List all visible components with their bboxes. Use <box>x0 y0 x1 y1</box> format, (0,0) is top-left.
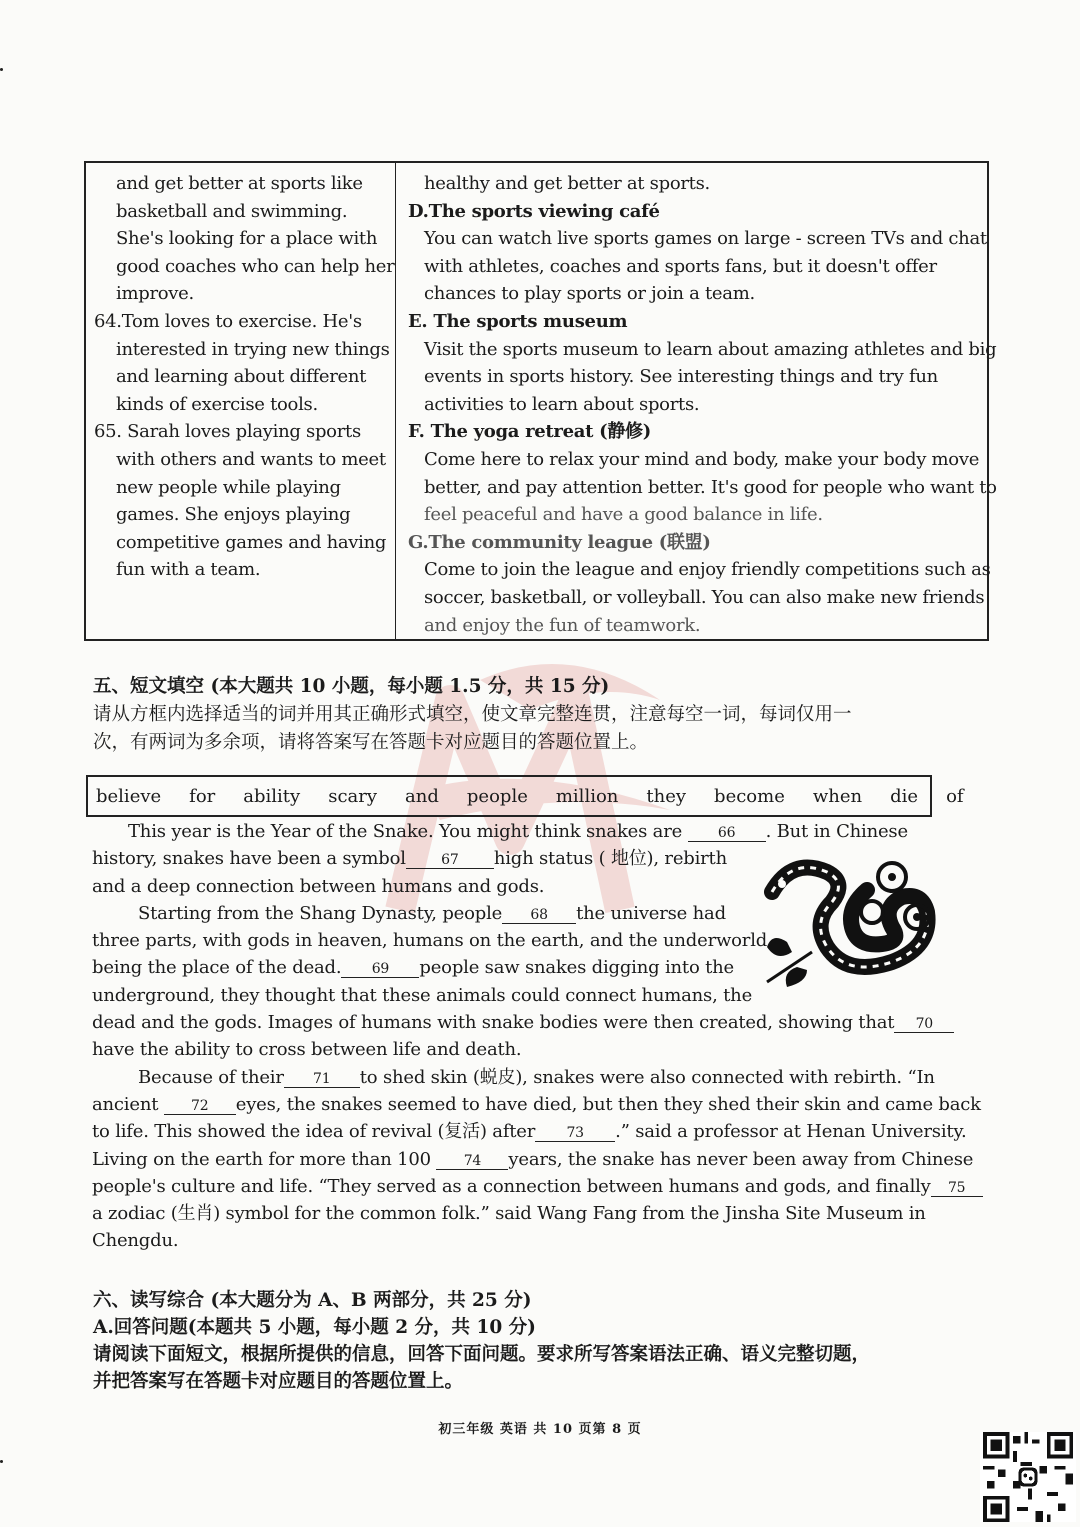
passage-line <box>92 1091 981 1118</box>
section-6-title: 六、读写综合 <box>93 1290 205 1311</box>
option-d-title: D.The sports viewing café <box>408 200 660 222</box>
word-bank-item: of <box>946 785 964 807</box>
qr-code <box>980 1432 1076 1522</box>
text-line: interested in trying new things <box>116 338 390 360</box>
places-column <box>396 163 1007 639</box>
text-line: better, and pay attention better. It's good for people who want to <box>424 476 997 498</box>
text-line: You can watch live sports games on large - screen TVs and chat <box>424 228 987 250</box>
word-bank-item: when <box>812 785 863 807</box>
option-e-title: E. The sports museum <box>408 310 628 332</box>
passage-line: Chengdu. <box>92 1230 179 1252</box>
people-column <box>86 163 396 639</box>
question-64: 64.Tom loves to exercise. He's <box>94 310 362 332</box>
text: people saw snakes digging into the <box>419 957 734 979</box>
text: Starting from the Shang Dynasty, people <box>138 902 503 924</box>
text: . But in Chinese <box>765 821 908 842</box>
blank-70: 70 <box>894 1016 954 1033</box>
word-bank-item: become <box>714 785 785 807</box>
passage-line: a zodiac (生肖) symbol for the common folk.” said Wang Fang from the Jinsha Site Museum in <box>92 1203 926 1225</box>
text-line: and get better at sports like <box>116 173 363 194</box>
text-line: soccer, basketball, or volleyball. You can also make new friends <box>424 586 985 608</box>
section-6-heading <box>93 1287 531 1314</box>
text: This year is the Year of the Snake. You might think snakes are <box>128 821 688 842</box>
blank-68: 68 <box>502 907 576 924</box>
snake-papercut-picture <box>752 852 942 1002</box>
blank-66: 66 <box>688 825 766 842</box>
scan-speck <box>0 1460 3 1463</box>
passage-line <box>92 818 958 845</box>
blank-71: 71 <box>284 1071 360 1088</box>
section-5-title: 五、短文填空 <box>93 676 205 697</box>
blank-74: 74 <box>436 1153 508 1170</box>
blank-72: 72 <box>164 1098 236 1115</box>
word-bank-item: they <box>646 785 687 807</box>
text-line: with others and wants to meet <box>116 448 386 470</box>
word-bank-item: and <box>405 785 439 807</box>
word-bank-item: people <box>466 785 528 807</box>
word-bank-item: ability <box>243 785 301 807</box>
text-line: and enjoy the fun of teamwork. <box>424 614 701 636</box>
text-line: basketball and swimming. <box>116 200 348 222</box>
text-line: games. She enjoys playing <box>116 504 351 526</box>
text: .” said a professor at Henan University. <box>615 1121 967 1143</box>
text-line: chances to play sports or join a team. <box>424 283 755 305</box>
text-line: improve. <box>116 283 194 305</box>
passage-line: have the ability to cross between life and death. <box>92 1039 522 1061</box>
question-65: 65. Sarah loves playing sports <box>94 421 361 443</box>
passage-line: three parts, with gods in heaven, humans on the earth, and the underworld <box>92 930 768 952</box>
text: to life. This showed the idea of revival (复活) after <box>92 1121 536 1143</box>
text-line: with athletes, coaches and sports fans, but it doesn't offer <box>424 255 937 277</box>
text: eyes, the snakes seemed to have died, but then they shed their skin and came back <box>235 1093 981 1115</box>
text-line: new people while playing <box>116 476 341 498</box>
text-line: competitive games and having <box>116 531 387 553</box>
text: high status ( 地位), rebirth <box>493 848 727 870</box>
word-bank-item: for <box>189 785 216 807</box>
passage-line: and a deep connection between humans and gods. <box>92 875 545 897</box>
text-line: Visit the sports museum to learn about amazing athletes and big <box>424 338 997 360</box>
text-line: healthy and get better at sports. <box>424 173 710 194</box>
part-a-heading <box>93 1314 536 1341</box>
text-line: activities to learn about sports. <box>424 393 700 415</box>
word-bank-box <box>86 775 964 817</box>
section-6-score: (本大题分为 A、B 两部分，共 25 分) <box>204 1290 532 1311</box>
page-footer: 初三年级 英语 共 10 页第 8 页 <box>438 1422 642 1437</box>
text: being the place of the dead. <box>92 957 342 979</box>
section-5-heading <box>93 673 609 700</box>
passage-line <box>92 1118 967 1145</box>
text-line: events in sports history. See interesting things and try fun <box>424 366 938 388</box>
text-line: good coaches who can help her <box>116 255 395 277</box>
text-line: fun with a team. <box>116 559 261 581</box>
word-bank-item: million <box>555 785 619 807</box>
scan-speck <box>0 68 3 71</box>
passage-line <box>92 1009 958 1036</box>
blank-73: 73 <box>535 1125 615 1142</box>
text-line: She's looking for a place with <box>116 228 378 250</box>
text-line: Come here to relax your mind and body, make your body move <box>424 448 980 470</box>
text: years, the snake has never been away from Chinese <box>508 1148 974 1170</box>
text-line: Come to join the league and enjoy friendly competitions such as <box>424 559 991 581</box>
part-a-title: A.回答问题 <box>93 1317 188 1338</box>
text: the universe had <box>576 902 726 924</box>
matching-table <box>84 161 997 641</box>
blank-67: 67 <box>406 852 494 869</box>
text: Because of their <box>138 1066 284 1088</box>
passage-line <box>92 1173 966 1200</box>
text-line: kinds of exercise tools. <box>116 393 318 415</box>
section-5-score: (本大题共 10 小题，每小题 1.5 分，共 15 分) <box>204 676 610 697</box>
text: people's culture and life. “They served as a connection between humans and gods, and finally <box>92 1175 931 1197</box>
section-5-instruction: 请从方框内选择适当的词并用其正确形式填空，使文章完整连贯，注意每空一词，每词仅用一 <box>93 704 852 725</box>
text-line: feel peaceful and have a good balance in life. <box>424 504 823 526</box>
option-f-title: F. The yoga retreat (静修) <box>408 421 651 443</box>
word-bank-item: scary <box>328 785 378 807</box>
text: Living on the earth for more than 100 <box>92 1148 437 1170</box>
passage-line <box>92 1146 974 1173</box>
word-bank-item: die <box>890 785 919 807</box>
text: ancient <box>92 1093 164 1115</box>
text: dead and the gods. Images of humans with snake bodies were then created, showing that <box>92 1012 895 1034</box>
section-6-instruction: 并把答案写在答题卡对应题目的答题位置上。 <box>93 1371 464 1392</box>
part-a-score: (本题共 5 小题，每小题 2 分，共 10 分) <box>187 1317 536 1338</box>
blank-75: 75 <box>931 1180 983 1197</box>
section-6-instruction: 请阅读下面短文，根据所提供的信息，回答下面问题。要求所写答案语法正确、语义完整切题， <box>93 1344 871 1365</box>
section-5-instruction: 次，有两词为多余项，请将答案写在答题卡对应题目的答题位置上。 <box>93 732 649 753</box>
text: history, snakes have been a symbol <box>92 848 406 870</box>
word-bank-item: believe <box>96 785 162 807</box>
blank-69: 69 <box>341 961 419 978</box>
text: to shed skin (蜕皮), snakes were also connected with rebirth. “In <box>359 1066 935 1088</box>
passage-line: underground, they thought that these animals could connect humans, the <box>92 984 753 1006</box>
passage-line <box>92 1064 958 1091</box>
option-g-title: G.The community league (联盟) <box>408 531 711 553</box>
text-line: and learning about different <box>116 366 367 388</box>
